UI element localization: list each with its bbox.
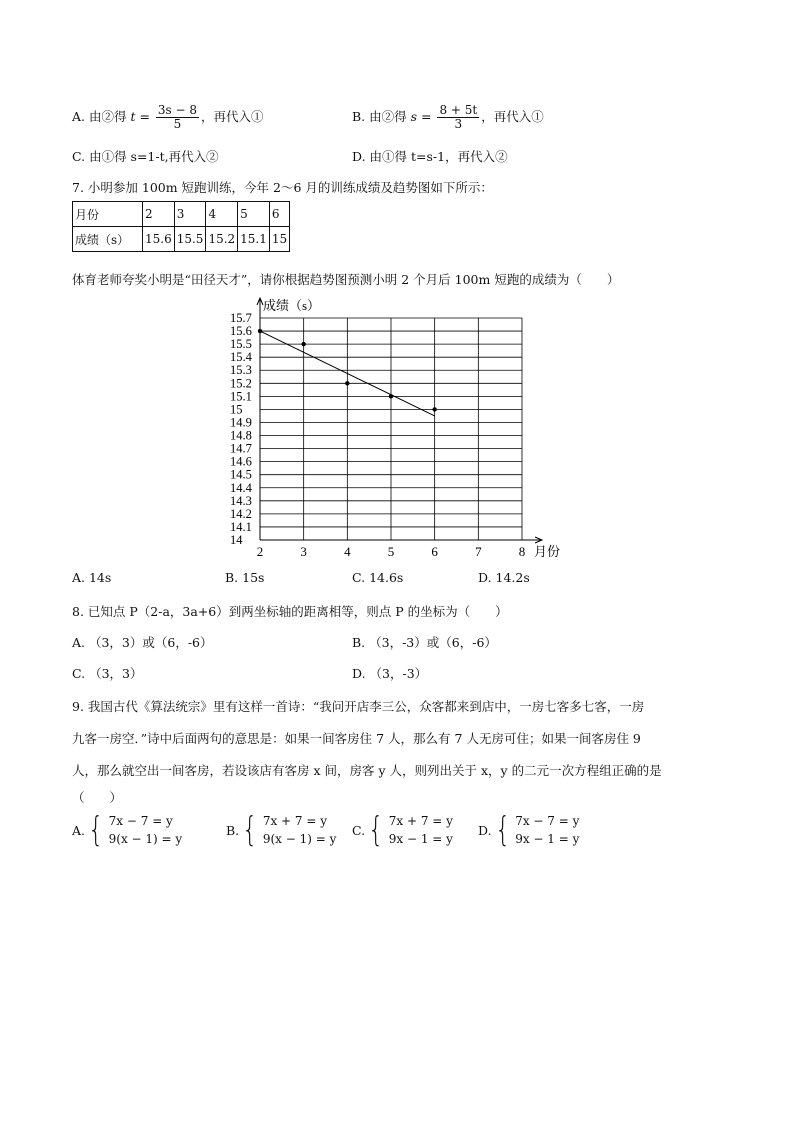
data-point xyxy=(345,381,349,385)
q9-option-a-label: A. xyxy=(72,822,86,838)
q7-option-d: D. 14.2s xyxy=(478,570,530,585)
q8-option-c: C. （3，3） xyxy=(72,666,143,681)
left-brace-icon: { xyxy=(88,810,104,850)
y-tick-label: 15.4 xyxy=(230,350,252,365)
table-cell: 15.1 xyxy=(238,227,270,252)
table-cell: 15.5 xyxy=(174,227,206,252)
q6-option-a-label: A. 由②得 xyxy=(72,109,127,125)
x-axis-label: 月份 xyxy=(534,544,561,559)
q6-option-b-suffix: ，再代入① xyxy=(481,109,544,125)
equation-system xyxy=(515,812,579,848)
q6-option-a-denominator: 5 xyxy=(173,117,182,132)
data-point xyxy=(389,394,393,398)
q8-stem: 8. 已知点 P（2-a，3a+6）到两坐标轴的距离相等，则点 P 的坐标为（ ） xyxy=(72,604,508,619)
equation-1: 7x + 7 = y xyxy=(262,814,327,828)
q8-option-a: A. （3，3）或（6，-6） xyxy=(72,635,213,650)
q6-option-d: D. 由①得 t=s-1，再代入② xyxy=(352,149,508,164)
y-tick-label: 14.7 xyxy=(230,441,252,456)
table-cell: 月份 xyxy=(73,202,143,227)
q6-option-b-lhs: s xyxy=(410,109,418,125)
q6-option-b-fraction xyxy=(437,104,479,131)
table-row xyxy=(73,202,290,227)
q7-option-a: A. 14s xyxy=(72,570,112,585)
q9-text-line4: （ ） xyxy=(72,790,123,805)
y-tick-label: 14.4 xyxy=(230,480,252,495)
q9-text-line3: 人，那么就空出一间客房，若设该店有客房 x 间，房客 y 人，则列出关于 x，y 的二元一次方程组正确的是 xyxy=(72,763,662,778)
x-tick-label: 4 xyxy=(344,544,351,559)
equation-1: 7x + 7 = y xyxy=(388,814,453,828)
equation-2: 9x − 1 = y xyxy=(388,832,453,846)
q6-option-c: C. 由①得 s=1-t,再代入② xyxy=(72,149,219,164)
equation-system xyxy=(389,812,453,848)
y-tick-label: 14.9 xyxy=(230,415,252,430)
table-cell: 6 xyxy=(269,202,289,227)
q8-option-d: D. （3，-3） xyxy=(352,666,428,681)
q9-option-b xyxy=(226,812,336,848)
table-cell: 2 xyxy=(143,202,175,227)
q6-option-b-label: B. 由②得 xyxy=(352,109,407,125)
data-point xyxy=(432,407,436,411)
y-tick-label: 14.1 xyxy=(230,519,252,534)
q6-option-a: A. 由②得 t = $\frac{3s - 8}{5}$ ，再代入① xyxy=(72,103,264,132)
q7-option-c: C. 14.6s xyxy=(352,570,404,585)
x-tick-label: 6 xyxy=(431,544,438,559)
q7-score-table xyxy=(72,201,290,252)
equation-2: 9(x − 1) = y xyxy=(108,832,183,846)
y-tick-label: 15.1 xyxy=(230,389,252,404)
y-tick-label: 14.5 xyxy=(230,467,252,482)
q7-trend-chart xyxy=(224,296,584,567)
y-axis-label: 成绩（s） xyxy=(263,298,321,313)
q6-option-b-numerator: 8 + 5t xyxy=(439,103,478,117)
q7-question: 体育老师夸奖小明是“田径天才”，请你根据趋势图预测小明 2 个月后 100m 短跑的成绩为（ ） xyxy=(72,272,620,287)
y-tick-label: 15.6 xyxy=(230,324,252,339)
data-point xyxy=(258,329,262,333)
left-brace-icon: { xyxy=(242,810,258,850)
y-tick-label: 15.5 xyxy=(230,337,252,352)
y-tick-label: 15.3 xyxy=(230,363,252,378)
q6-option-b-denominator: 3 xyxy=(454,117,463,132)
q9-text-line2: 九客一房空．”诗中后面两句的意思是：如果一间客房住 7 人，那么有 7 人无房可住；如果一间客房住 9 xyxy=(72,731,641,746)
table-cell: 4 xyxy=(206,202,238,227)
x-tick-label: 8 xyxy=(518,544,526,559)
equation-system xyxy=(263,812,337,848)
q6-option-a-numerator: 3s − 8 xyxy=(157,103,198,117)
q7-stem: 7. 小明参加 100m 短跑训练，今年 2～6 月的训练成绩及趋势图如下所示： xyxy=(72,180,493,195)
q6-option-b: B. 由②得 s = $\frac{8 + 5t}{3}$ ，再代入① xyxy=(352,103,544,132)
left-brace-icon: { xyxy=(368,810,384,850)
q8-option-b: B. （3，-3）或（6，-6） xyxy=(352,635,497,650)
y-tick-label: 15.2 xyxy=(230,376,252,391)
q6-option-a-fraction xyxy=(156,104,199,131)
y-tick-label: 14.6 xyxy=(230,454,252,469)
q6-option-a-lhs: t xyxy=(130,109,136,125)
q6-option-a-suffix: ，再代入① xyxy=(201,109,264,125)
q9-option-c xyxy=(352,812,453,848)
table-cell: 3 xyxy=(174,202,206,227)
y-tick-label: 14.8 xyxy=(230,428,252,443)
table-cell: 5 xyxy=(238,202,270,227)
y-tick-label: 14.3 xyxy=(230,493,252,508)
equation-1: 7x − 7 = y xyxy=(108,814,173,828)
q9-option-a xyxy=(72,812,182,848)
y-tick-label: 15.7 xyxy=(230,311,252,325)
q9-option-d-label: D. xyxy=(478,822,492,838)
table-row xyxy=(73,227,290,252)
x-tick-label: 2 xyxy=(256,544,264,559)
equation-2: 9x − 1 = y xyxy=(515,832,580,846)
q9-option-c-label: C. xyxy=(352,822,366,838)
equation-2: 9(x − 1) = y xyxy=(262,832,337,846)
y-tick-label: 14.2 xyxy=(230,506,252,521)
y-tick-label: 14 xyxy=(230,533,243,547)
trend-chart-svg xyxy=(224,296,584,564)
q9-text-line1: 9. 我国古代《算法统宗》里有这样一首诗：“我问开店李三公，众客都来到店中，一房七客多七客，一房 xyxy=(72,699,645,714)
x-tick-label: 5 xyxy=(387,544,395,559)
table-cell: 15.2 xyxy=(206,227,238,252)
equation-system xyxy=(109,812,183,848)
y-tick-label: 15 xyxy=(230,402,243,417)
table-cell: 15.6 xyxy=(143,227,175,252)
q9-option-d xyxy=(478,812,579,848)
q7-option-b: B. 15s xyxy=(225,570,265,585)
q9-option-b-label: B. xyxy=(226,822,240,838)
equation-1: 7x − 7 = y xyxy=(515,814,580,828)
table-cell: 成绩（s） xyxy=(73,227,143,252)
table-cell: 15 xyxy=(269,227,289,252)
x-tick-label: 7 xyxy=(475,544,482,559)
left-brace-icon: { xyxy=(494,810,510,850)
x-tick-label: 3 xyxy=(300,544,307,559)
data-point xyxy=(301,342,305,346)
